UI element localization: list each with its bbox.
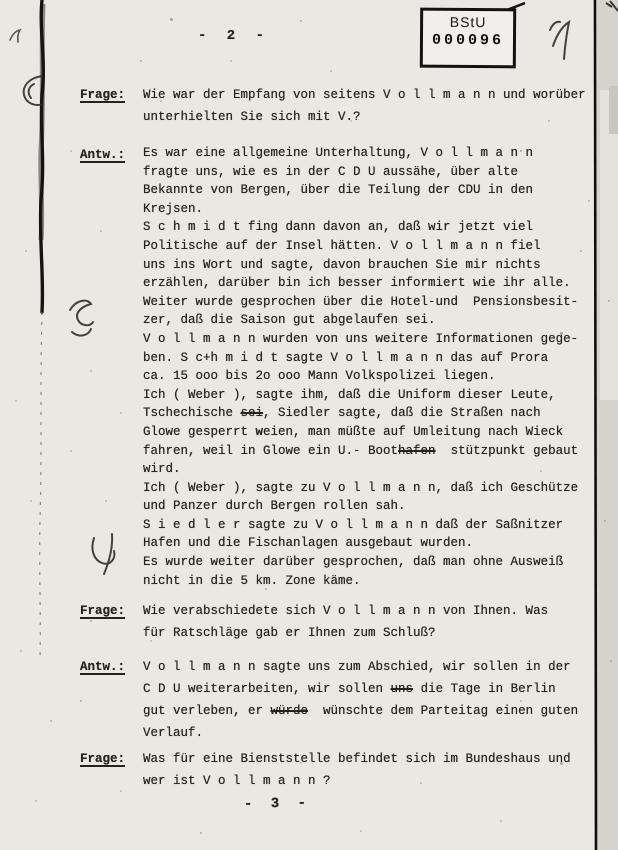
paper-speck (90, 370, 92, 372)
paper-speck (588, 200, 590, 202)
text-line: wird. (143, 462, 181, 477)
text-line: ca. 15 ooo bis 2o ooo Mann Volkspolizei liegen. (143, 369, 496, 384)
paper-speck (540, 470, 542, 472)
paper-speck (20, 650, 22, 652)
paper-speck (80, 700, 82, 702)
qa-body (143, 656, 578, 744)
struck-word: uns (390, 682, 414, 696)
qa-block (80, 144, 578, 590)
paper-speck (610, 660, 612, 662)
paper-speck (604, 520, 606, 522)
text-line: C D U weiterarbeiten, wir sollen uns die Tage in Berlin (143, 682, 556, 696)
stamp-number: 000096 (431, 31, 505, 50)
paper-speck (70, 450, 72, 452)
paper-speck (70, 150, 72, 152)
text-line: gut verleben, er würde wünschte dem Parteitag einen guten (143, 704, 579, 718)
paper-speck (580, 250, 582, 252)
text-line: uns ins Wort und sagte, davon brauchen Sie mir nichts (143, 257, 541, 272)
paper-speck (140, 60, 142, 62)
paper-speck (150, 640, 152, 642)
paper-speck (300, 762, 302, 764)
text-line: Verlauf. (143, 726, 204, 740)
paper-speck (180, 730, 182, 732)
paper-speck (15, 400, 17, 402)
qa-label: Frage: (80, 752, 126, 766)
margin-squiggle (4, 24, 30, 50)
struck-word: hafen (398, 443, 436, 458)
qa-label: Antw.: (80, 148, 126, 162)
paper-speck (480, 40, 482, 42)
struck-word: würde (270, 704, 309, 718)
qa-label: Frage: (80, 604, 126, 618)
paper-speck (30, 500, 32, 502)
text-line: Glowe gesperrt weien, man müßte auf Umleitung nach Wieck (143, 424, 564, 439)
text-line: unterhielten Sie sich mit V.? (143, 110, 361, 124)
qa-label: Antw.: (80, 660, 126, 674)
paper-speck (608, 300, 610, 302)
qa-body (143, 600, 548, 644)
text-line: Ich ( Weber ), sagte ihm, daß die Uniform dieser Leute, (143, 387, 556, 402)
text-line: erzählen, darüber bin ich besser informiert wie ihr alle. (143, 276, 571, 291)
paper-speck (90, 620, 92, 622)
paper-speck (480, 612, 482, 614)
qa-body (143, 144, 578, 590)
text-line: Politische auf der Insel hätten. V o l l m a n n fiel (143, 238, 541, 253)
overtyped-letter: w (255, 424, 264, 439)
bstu-stamp (420, 8, 516, 69)
paper-speck (100, 230, 102, 232)
paper-speck (560, 762, 563, 765)
text-line: Wie verabschiedete sich V o l l m a n n von Ihnen. Was (143, 604, 549, 618)
stamp-text: BStU (449, 13, 487, 31)
text-line: fahren, weil in Glowe ein U.- Boothafen stützpunkt gebaut (143, 443, 579, 458)
paper-speck (300, 20, 302, 22)
text-line: Was für eine Bienststelle befindet sich im Bundeshaus und (143, 752, 571, 766)
paper-speck (265, 588, 267, 590)
page-number-bottom: - 3 - (243, 795, 312, 813)
paper-speck (35, 800, 37, 802)
paper-speck (105, 500, 107, 502)
paper-speck (520, 700, 522, 702)
paper-speck (50, 720, 52, 722)
paper-speck (360, 830, 362, 832)
text-line: S i e d l e r sagte zu V o l l m a n n daß der Saßnitzer (143, 517, 564, 532)
page-number-top: - 2 - (198, 28, 271, 44)
qa-body (143, 748, 571, 792)
paper-speck (120, 412, 122, 414)
paper-speck (92, 92, 94, 94)
text-line: Tschechische sei, Siedler sagte, daß die Straßen nach (143, 406, 541, 421)
qa-block (80, 656, 578, 744)
text-line: V o l l m a n n wurden von uns weitere Informationen gege- (143, 331, 579, 346)
paper-speck (330, 70, 332, 72)
text-line: S c h m i d t fing dann davon an, daß wir jetzt viel (143, 220, 534, 235)
qa-label: Frage: (80, 88, 126, 102)
text-line: Es wurde weiter darüber gesprochen, daß man ohne Ausweiß (143, 555, 564, 570)
paper-speck (500, 820, 502, 822)
paper-speck (25, 250, 27, 252)
text-line: Hafen und die Fischanlagen ausgebaut wurden. (143, 536, 474, 551)
text-line: Es war eine allgemeine Unterhaltung, V o l l m a n n (143, 146, 534, 160)
text-line: nicht in die 5 km. Zone käme. (143, 573, 361, 588)
text-line: Bekannte von Bergen, über die Teilung der CDU in den (143, 183, 534, 198)
text-line: zer, daß die Saison gut abgelaufen sei. (143, 313, 436, 328)
paper-speck (350, 120, 352, 122)
text-line: fragte uns, wie es in der C D U aussähe, über alte (143, 164, 519, 179)
text-line: Wie war der Empfang von seitens V o l l m a n n und worüber (143, 88, 586, 102)
paper-speck (420, 782, 422, 784)
text-line: ben. S c+h m i d t sagte V o l l m a n n das auf Prora (143, 350, 549, 365)
text-line: Krejsen. (143, 201, 204, 216)
qa-block (80, 84, 586, 128)
paper-speck (120, 790, 122, 792)
paper-speck (160, 100, 162, 102)
qa-block (80, 748, 571, 792)
text-line: und Panzer durch Bergen rollen sah. (143, 499, 406, 514)
text-line: V o l l m a n n sagte uns zum Abschied, wir sollen in der (143, 660, 571, 674)
scan-fold-line (0, 0, 70, 700)
text-line: wer ist V o l l m a n n ? (143, 774, 331, 788)
qa-body (143, 84, 586, 128)
qa-block (80, 600, 548, 644)
paper-speck (520, 150, 522, 152)
paper-speck (560, 560, 562, 562)
struck-word: sei (240, 406, 264, 421)
paper-speck (230, 60, 232, 62)
handwritten-mark-1 (548, 18, 580, 64)
stamp-edge-tick (505, 0, 529, 14)
paper-speck (200, 832, 202, 834)
text-line: für Ratschläge gab er Ihnen zum Schluß? (143, 626, 436, 640)
paper-speck (548, 120, 550, 122)
text-line: Weiter wurde gesprochen über die Hotel-und Pensionsbesit- (143, 294, 579, 309)
scan-background-strip-light (600, 90, 618, 400)
paper-speck (170, 18, 173, 21)
paper-speck (560, 332, 563, 335)
text-line: Ich ( Weber ), sagte zu V o l l m a n n, daß ich Geschütze (143, 480, 579, 495)
margin-squiggle (16, 70, 54, 116)
